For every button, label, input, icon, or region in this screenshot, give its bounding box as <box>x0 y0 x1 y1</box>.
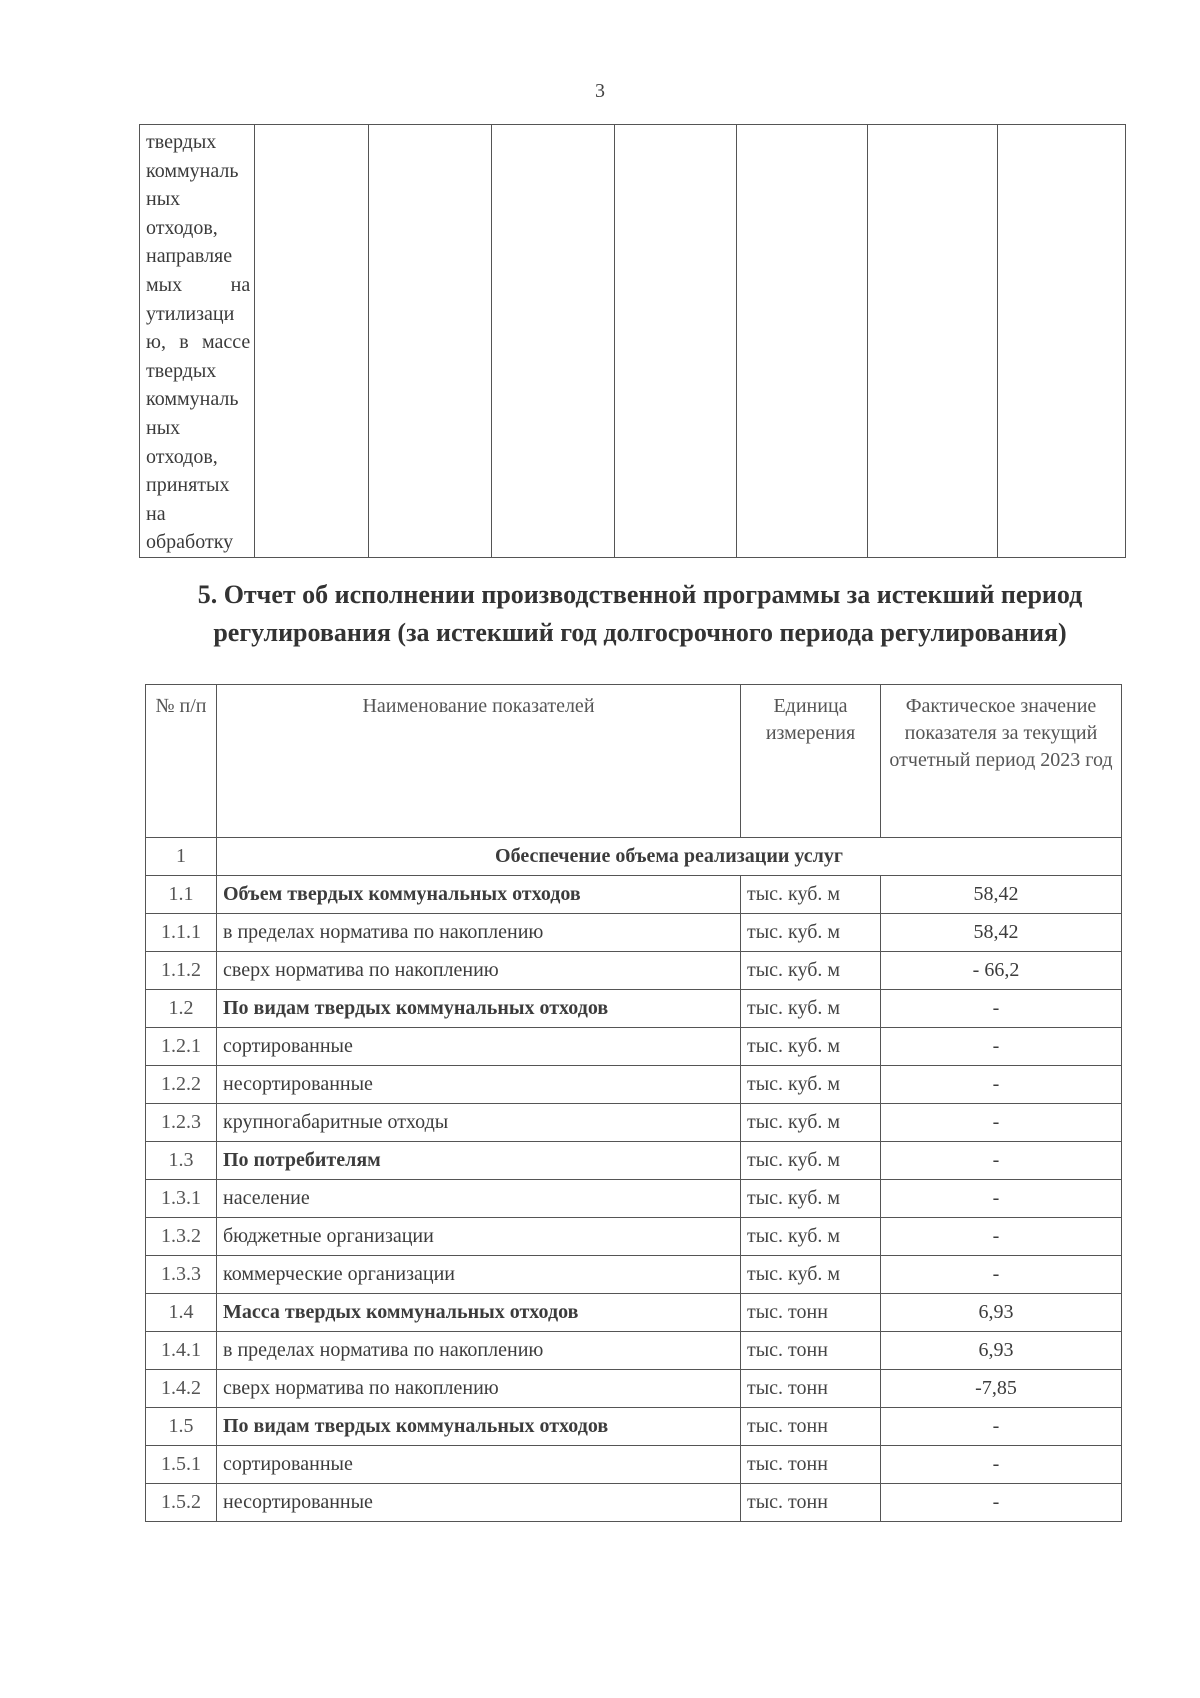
empty-cell <box>737 125 868 558</box>
row-unit: тыс. куб. м <box>741 952 881 990</box>
row-num: 1.2.2 <box>146 1066 217 1104</box>
row-name: в пределах норматива по накоплению <box>217 914 741 952</box>
row-name: сортированные <box>217 1446 741 1484</box>
row-num: 1.3 <box>146 1142 217 1180</box>
row-unit: тыс. куб. м <box>741 1256 881 1294</box>
continuation-line: направляе <box>146 245 233 268</box>
row-value: 6,93 <box>881 1294 1122 1332</box>
row-unit: тыс. тонн <box>741 1408 881 1446</box>
continuation-row <box>140 125 1126 558</box>
table-row <box>146 1294 1122 1332</box>
continuation-line: обработку <box>146 531 234 554</box>
table-row <box>146 1028 1122 1066</box>
continuation-line: утилизаци <box>146 302 235 325</box>
continuation-label-cell <box>140 125 255 558</box>
table-row <box>146 1218 1122 1256</box>
row-unit: тыс. тонн <box>741 1332 881 1370</box>
row-value: - 66,2 <box>881 952 1122 990</box>
empty-cell <box>867 125 998 558</box>
row-name: несортированные <box>217 1066 741 1104</box>
table-row <box>146 1256 1122 1294</box>
continuation-line: ных <box>146 188 181 211</box>
row-name: несортированные <box>217 1484 741 1522</box>
row-unit: тыс. куб. м <box>741 1104 881 1142</box>
row-value: 58,42 <box>881 876 1122 914</box>
table-row <box>146 876 1122 914</box>
continuation-line: коммуналь <box>146 388 239 411</box>
continuation-line: мых на <box>146 273 251 296</box>
page-number: 3 <box>595 80 605 102</box>
table-row <box>146 1066 1122 1104</box>
row-num: 1.2.1 <box>146 1028 217 1066</box>
production-program-report-table <box>145 684 1122 1522</box>
row-unit: тыс. куб. м <box>741 914 881 952</box>
continuation-line: на <box>146 502 166 525</box>
row-value: - <box>881 990 1122 1028</box>
row-num: 1.2.3 <box>146 1104 217 1142</box>
row-value: - <box>881 1218 1122 1256</box>
table-row <box>146 1104 1122 1142</box>
empty-cell <box>998 125 1126 558</box>
continuation-table <box>139 124 1126 558</box>
section-heading <box>150 576 1130 652</box>
row-name: сверх норматива по накоплению <box>217 1370 741 1408</box>
continuation-line: ю, в массе <box>146 331 251 354</box>
row-unit: тыс. тонн <box>741 1484 881 1522</box>
row-name: бюджетные организации <box>217 1218 741 1256</box>
table-row <box>146 1332 1122 1370</box>
empty-cell <box>491 125 614 558</box>
row-name: население <box>217 1180 741 1218</box>
header-value: Фактическое значение показателя за текущий отчетный период 2023 год <box>881 685 1122 838</box>
row-unit: тыс. тонн <box>741 1370 881 1408</box>
continuation-line: ных <box>146 416 181 439</box>
row-value: 58,42 <box>881 914 1122 952</box>
row-name: коммерческие организации <box>217 1256 741 1294</box>
row-unit: тыс. куб. м <box>741 1028 881 1066</box>
table-row <box>146 1142 1122 1180</box>
section-title: Обеспечение объема реализации услуг <box>217 838 1122 876</box>
row-unit: тыс. куб. м <box>741 1180 881 1218</box>
table-row <box>146 1484 1122 1522</box>
row-name: По видам твердых коммунальных отходов <box>217 990 741 1028</box>
header-unit: Единица измерения <box>741 685 881 838</box>
table-row <box>146 1180 1122 1218</box>
table-row <box>146 952 1122 990</box>
row-unit: тыс. тонн <box>741 1446 881 1484</box>
row-num: 1.2 <box>146 990 217 1028</box>
row-unit: тыс. куб. м <box>741 1218 881 1256</box>
row-name: По видам твердых коммунальных отходов <box>217 1408 741 1446</box>
empty-cell <box>255 125 369 558</box>
row-num: 1.3.2 <box>146 1218 217 1256</box>
row-value: -7,85 <box>881 1370 1122 1408</box>
section-row <box>146 838 1122 876</box>
table-header-row <box>146 685 1122 838</box>
row-num: 1.1 <box>146 876 217 914</box>
empty-cell <box>369 125 491 558</box>
row-num: 1.3.1 <box>146 1180 217 1218</box>
row-unit: тыс. тонн <box>741 1294 881 1332</box>
row-num: 1.1.1 <box>146 914 217 952</box>
row-name: Объем твердых коммунальных отходов <box>217 876 741 914</box>
row-value: - <box>881 1408 1122 1446</box>
row-name: сверх норматива по накоплению <box>217 952 741 990</box>
row-name: в пределах норматива по накоплению <box>217 1332 741 1370</box>
row-num: 1.5.2 <box>146 1484 217 1522</box>
row-value: - <box>881 1484 1122 1522</box>
row-num: 1.4.1 <box>146 1332 217 1370</box>
continuation-line: твердых <box>146 131 217 153</box>
empty-cell <box>615 125 737 558</box>
table-row <box>146 1446 1122 1484</box>
row-num: 1.3.3 <box>146 1256 217 1294</box>
row-value: - <box>881 1028 1122 1066</box>
row-value: - <box>881 1256 1122 1294</box>
table-row <box>146 914 1122 952</box>
continuation-line: отходов, <box>146 216 218 239</box>
row-num: 1.4.2 <box>146 1370 217 1408</box>
row-unit: тыс. куб. м <box>741 1066 881 1104</box>
row-value: - <box>881 1066 1122 1104</box>
row-name: Масса твердых коммунальных отходов <box>217 1294 741 1332</box>
section-heading-line-2: регулирования (за истекший год долгосрочного периода регулирования) <box>213 618 1067 647</box>
continuation-line: коммуналь <box>146 159 239 182</box>
section-num: 1 <box>146 838 217 876</box>
row-value: - <box>881 1180 1122 1218</box>
header-name: Наименование показателей <box>217 685 741 838</box>
row-num: 1.5.1 <box>146 1446 217 1484</box>
section-heading-line-1: 5. Отчет об исполнении производственной программы за истекший период <box>197 580 1083 609</box>
table-row <box>146 1370 1122 1408</box>
table-row <box>146 990 1122 1028</box>
row-num: 1.5 <box>146 1408 217 1446</box>
header-num: № п/п <box>146 685 217 838</box>
continuation-line: отходов, <box>146 445 218 468</box>
table-row <box>146 1408 1122 1446</box>
row-unit: тыс. куб. м <box>741 876 881 914</box>
row-name: крупногабаритные отходы <box>217 1104 741 1142</box>
row-value: 6,93 <box>881 1332 1122 1370</box>
row-num: 1.4 <box>146 1294 217 1332</box>
row-name: сортированные <box>217 1028 741 1066</box>
row-unit: тыс. куб. м <box>741 990 881 1028</box>
row-value: - <box>881 1104 1122 1142</box>
row-name: По потребителям <box>217 1142 741 1180</box>
row-value: - <box>881 1142 1122 1180</box>
row-num: 1.1.2 <box>146 952 217 990</box>
continuation-line: принятых <box>146 474 230 497</box>
row-value: - <box>881 1446 1122 1484</box>
continuation-line: твердых <box>146 359 217 382</box>
row-unit: тыс. куб. м <box>741 1142 881 1180</box>
